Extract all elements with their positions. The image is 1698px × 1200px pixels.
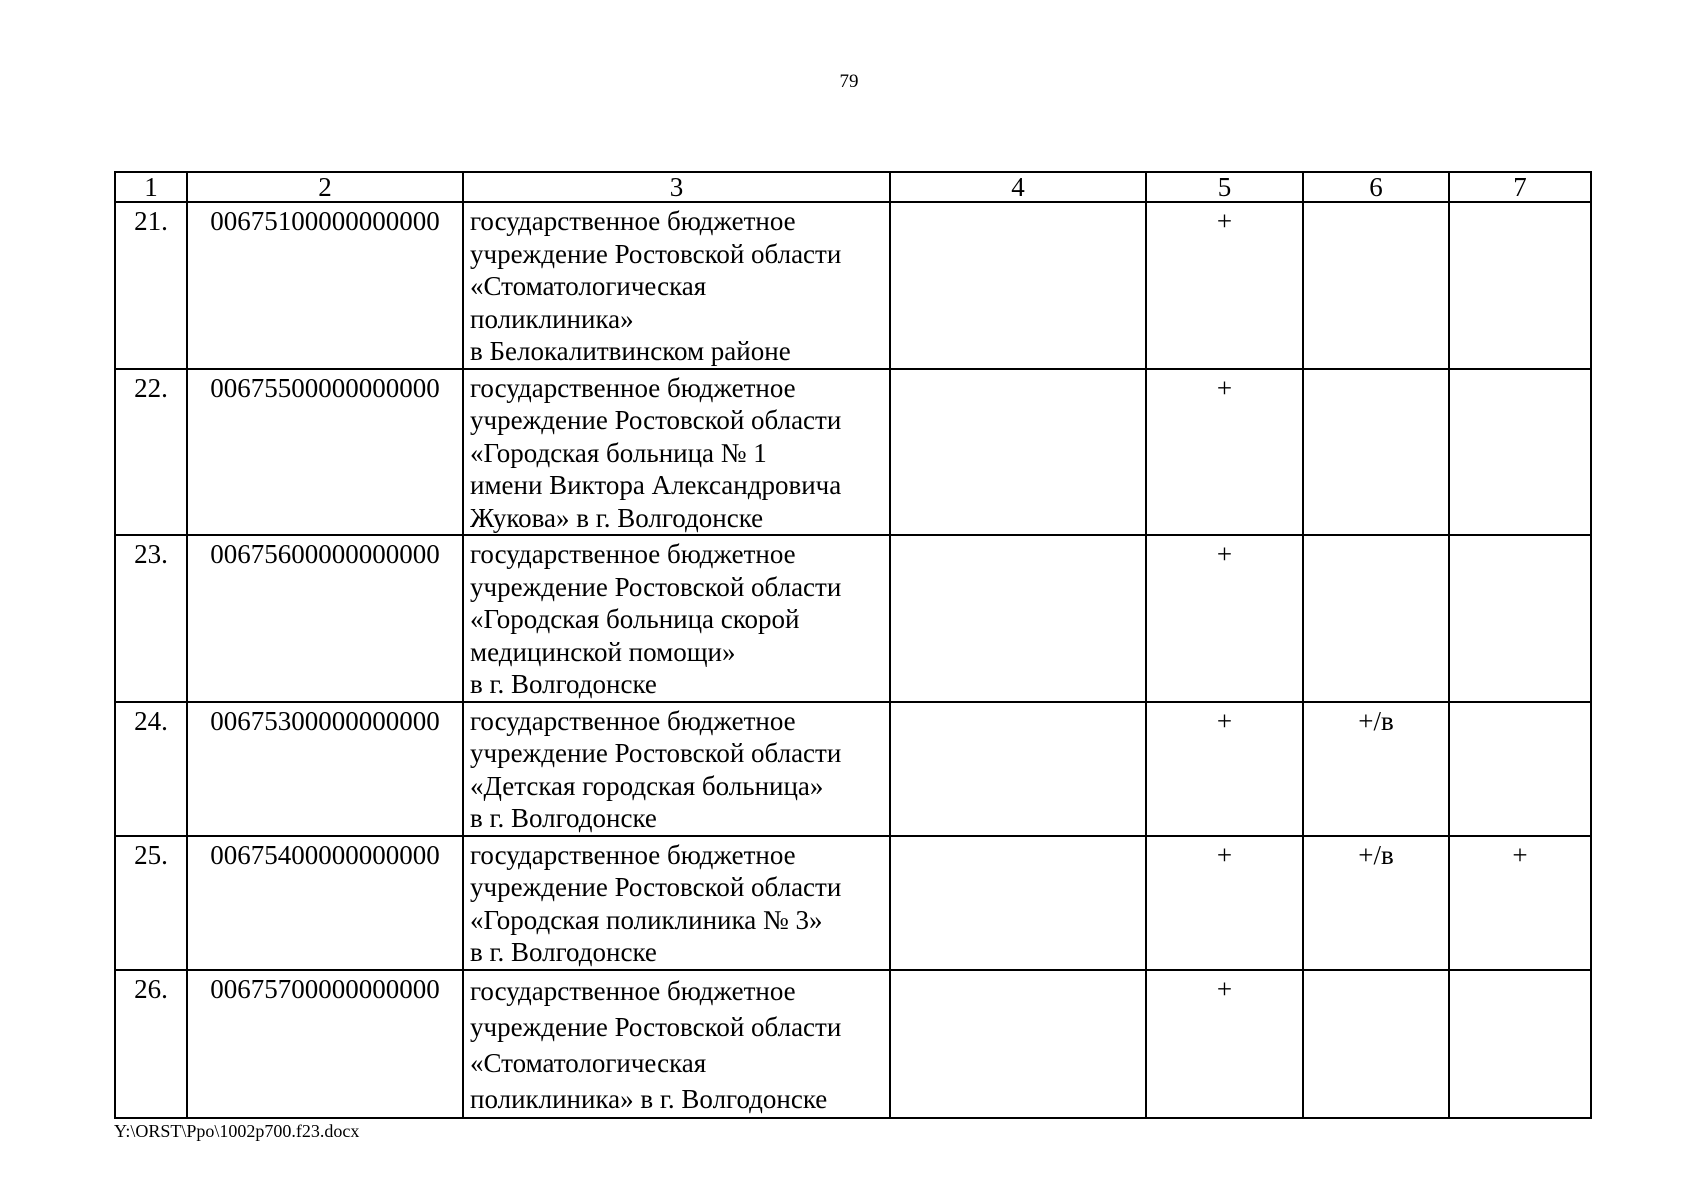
- column-6-cell: [1303, 202, 1449, 369]
- name-line: государственное бюджетное: [470, 705, 796, 736]
- name-line: «Городская больница № 1: [470, 437, 767, 468]
- institution-code: 00675600000000000: [187, 535, 463, 702]
- row-number: 23.: [115, 535, 187, 702]
- column-5-cell: +: [1146, 836, 1303, 970]
- institution-code: 00675100000000000: [187, 202, 463, 369]
- column-6-cell: +/в: [1303, 836, 1449, 970]
- table-row: [115, 369, 1591, 536]
- institution-name: [463, 369, 890, 536]
- name-line: государственное бюджетное: [470, 975, 796, 1006]
- column-5-cell: +: [1146, 702, 1303, 836]
- table-row: [115, 702, 1591, 836]
- column-5-cell: +: [1146, 369, 1303, 536]
- column-7-cell: [1449, 535, 1591, 702]
- column-4-cell: [890, 535, 1146, 702]
- institution-code: 00675500000000000: [187, 369, 463, 536]
- name-line: поликлиника»: [470, 303, 634, 334]
- column-7-cell: [1449, 970, 1591, 1118]
- column-6-cell: +/в: [1303, 702, 1449, 836]
- name-line: государственное бюджетное: [470, 539, 796, 569]
- name-line: в г. Волгодонске: [470, 937, 657, 967]
- name-line: государственное бюджетное: [470, 206, 796, 236]
- column-6-cell: [1303, 970, 1449, 1118]
- column-header: 6: [1303, 172, 1449, 202]
- row-number: 21.: [115, 202, 187, 369]
- name-line: учреждение Ростовской области: [470, 1011, 842, 1042]
- name-line: «Городская поликлиника № 3»: [470, 904, 823, 935]
- column-4-cell: [890, 369, 1146, 536]
- column-7-cell: [1449, 369, 1591, 536]
- table-row: [115, 970, 1591, 1118]
- name-line: учреждение Ростовской области: [470, 738, 842, 768]
- name-line: в г. Волгодонске: [470, 803, 657, 833]
- institution-name: [463, 836, 890, 970]
- row-number: 25.: [115, 836, 187, 970]
- column-5-cell: +: [1146, 202, 1303, 369]
- column-7-cell: +: [1449, 836, 1591, 970]
- name-line: медицинской помощи»: [470, 636, 736, 667]
- institution-name: [463, 970, 890, 1118]
- column-4-cell: [890, 202, 1146, 369]
- page-number: 79: [839, 71, 859, 92]
- column-4-cell: [890, 836, 1146, 970]
- institution-code: 00675400000000000: [187, 836, 463, 970]
- table-row: [115, 535, 1591, 702]
- name-line: имени Виктора Александровича: [470, 470, 842, 500]
- institution-name: [463, 535, 890, 702]
- institution-name: [463, 702, 890, 836]
- column-4-cell: [890, 702, 1146, 836]
- column-6-cell: [1303, 535, 1449, 702]
- name-line: учреждение Ростовской области: [470, 405, 842, 435]
- name-line: «Стоматологическая: [470, 271, 707, 301]
- column-header: 3: [463, 172, 890, 202]
- table-row: [115, 836, 1591, 970]
- column-7-cell: [1449, 702, 1591, 836]
- name-line: государственное бюджетное: [470, 839, 796, 870]
- registry-table: [114, 171, 1592, 1119]
- column-7-cell: [1449, 202, 1591, 369]
- footer-file-path: Y:\ORST\Ppo\1002p700.f23.docx: [114, 1121, 360, 1141]
- name-line: «Детская городская больница»: [470, 770, 824, 801]
- name-line: в г. Волгодонске: [470, 669, 657, 699]
- row-number: 24.: [115, 702, 187, 836]
- row-number: 26.: [115, 970, 187, 1118]
- name-line: в Белокалитвинском районе: [470, 336, 791, 366]
- column-header: 5: [1146, 172, 1303, 202]
- column-header: 1: [115, 172, 187, 202]
- name-line: «Стоматологическая: [470, 1047, 707, 1078]
- institution-code: 00675300000000000: [187, 702, 463, 836]
- column-header: 4: [890, 172, 1146, 202]
- column-5-cell: +: [1146, 970, 1303, 1118]
- column-header: 7: [1449, 172, 1591, 202]
- name-line: учреждение Ростовской области: [470, 571, 842, 602]
- name-line: государственное бюджетное: [470, 372, 796, 403]
- header-row: [115, 172, 1591, 202]
- name-line: Жукова» в г. Волгодонске: [470, 502, 764, 533]
- name-line: поликлиника» в г. Волгодонске: [470, 1083, 828, 1114]
- table-row: [115, 202, 1591, 369]
- name-line: учреждение Ростовской области: [470, 238, 842, 269]
- name-line: учреждение Ростовской области: [470, 872, 842, 902]
- column-5-cell: +: [1146, 535, 1303, 702]
- institution-code: 00675700000000000: [187, 970, 463, 1118]
- name-line: «Городская больница скорой: [470, 604, 800, 634]
- institution-name: [463, 202, 890, 369]
- column-header: 2: [187, 172, 463, 202]
- column-4-cell: [890, 970, 1146, 1118]
- column-6-cell: [1303, 369, 1449, 536]
- row-number: 22.: [115, 369, 187, 536]
